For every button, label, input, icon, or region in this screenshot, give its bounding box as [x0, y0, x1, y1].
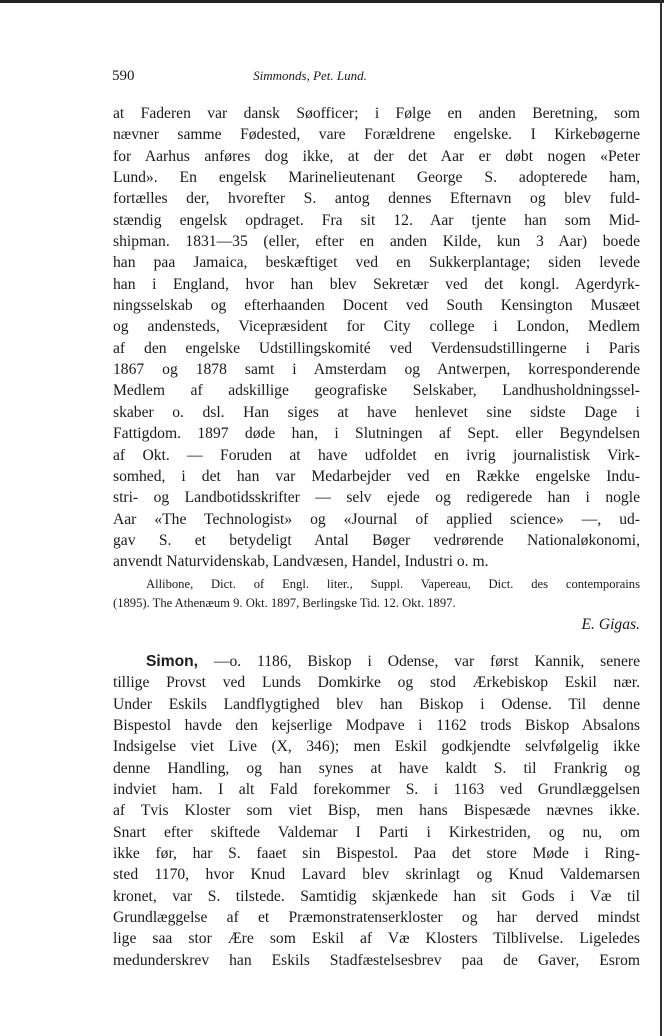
text-line: skaber o. dsl. Han siges at have henlevet sine sidste Dage i — [113, 403, 640, 421]
text-line: lige saa stor Ære som Eskil af Væ Klosters Tilblivelse. Ligeledes — [113, 930, 640, 948]
text-line: (1895). The Athenæum 9. Okt. 1897, Berlingske Tid. 12. Okt. 1897. — [113, 596, 456, 610]
text-line: Fattigdom. 1897 døde han, i Slutningen af Sept. eller Begyndelsen — [113, 425, 640, 443]
text-line: Snart efter skiftede Valdemar I Parti i Kirkestriden, og nu, om — [113, 823, 640, 841]
text-line: han paa Jamaica, beskæftiget ved en Sukkerplantage; siden levede — [113, 254, 640, 272]
text-line: Aar «The Technologist» og «Journal of applied science» —, ud- — [113, 510, 640, 528]
text-line: for Aarhus anføres dog ikke, at der det Aar er døbt nogen «Peter — [113, 147, 640, 165]
text-line: fortælles der, hvorefter S. antog dennes Efternavn og blev fuld- — [113, 190, 640, 208]
text-line: Bispestol havde den kejserlige Modpave i 1162 trods Biskop Absalons — [113, 717, 640, 735]
text-line: Lund». En engelsk Marinelieutenant George S. adopterede ham, — [113, 169, 640, 187]
text-line: somhed, i det han var Medarbejder ved en Række engelske Indu- — [113, 467, 640, 485]
text-line: Under Eskils Landflygtighed blev han Biskop i Odense. Til denne — [113, 695, 640, 713]
entry-headline — [113, 651, 640, 672]
text-line: denne Handling, og han synes at have kaldt S. til Frankrig og — [113, 759, 640, 777]
text-line: indviet ham. I alt Fald forekommer S. i 1163 ved Grundlæggelsen — [113, 781, 640, 799]
text-line: shipman. 1831—35 (eller, efter en anden Kilde, kun 3 Aar) boede — [113, 233, 640, 251]
text-line: at Faderen var dansk Søofficer; i Følge en anden Beretning, som — [113, 105, 640, 122]
text-line: og andensteds, Vicepræsident for City college i London, Medlem — [113, 318, 640, 336]
scan-edge-right — [660, 0, 662, 1036]
text-line: Allibone, Dict. of Engl. liter., Suppl. Vapereau, Dict. des contemporains — [146, 577, 640, 591]
text-line: stri- og Landbotidsskrifter — selv ejede og redigerede han i nogle — [113, 489, 640, 507]
text-line: tillige Provst ved Lunds Domkirke og stod Ærkebiskop Eskil nær. — [113, 674, 640, 692]
text-line: medunderskrev han Eskils Stadfæstelsesbrev paa de Gaver, Esrom — [113, 951, 640, 969]
text-line: Indsigelse viet Live (X, 346); men Eskil godkjendte selvfølgelig ikke — [113, 738, 640, 756]
entry-simon-body — [113, 651, 640, 971]
running-title: Simmonds, Pet. Lund. — [253, 68, 367, 83]
entry-simmonds-body — [113, 103, 640, 573]
scan-edge-top — [0, 0, 664, 3]
page-number: 590 — [112, 68, 135, 84]
text-line: nævner samme Fødested, vare Forældrene engelske. I Kirkebøgerne — [113, 126, 640, 144]
text-line: ikke før, har S. faaet sin Bispestol. Paa det store Møde i Ring- — [113, 845, 640, 863]
text-line: anvendt Naturvidenskab, Landvæsen, Handel, Industri o. m. — [113, 553, 489, 571]
text-line: Grundlæggelse af et Præmonstratenserkloster og har derved mindst — [113, 909, 640, 927]
text-line: stændig engelsk opdraget. Fra sit 12. Aar tjente han som Mid- — [113, 211, 640, 229]
author-signature: E. Gigas. — [581, 616, 640, 633]
text-line: af den engelske Udstillingskomité ved Verdensudstillingerne i Paris — [113, 339, 640, 357]
text-line: af Okt. — Foruden at have udfoldet en ivrig journalistisk Virk- — [113, 446, 640, 464]
text-line: 1867 og 1878 samt i Amsterdam og Antwerpen, korresponderende — [113, 361, 640, 379]
entry-simmonds-citations — [113, 575, 640, 613]
text-line: kronet, var S. tilstede. Samtidig skjænkede han sit Gods i Væ til — [113, 887, 640, 905]
text-line: gav S. et betydeligt Antal Bøger vedrørende Nationaløkonomi, — [113, 531, 640, 549]
text-line: sted 1170, hvor Knud Lavard blev skrinlagt og Knud Valdemarsen — [113, 866, 640, 884]
headword: Simon, — [146, 653, 198, 670]
text-line: ningsselskab og efterhaanden Docent ved South Kensington Musæet — [113, 297, 640, 315]
headline-text: —o. 1186, Biskop i Odense, var først Kannik, senere — [197, 653, 640, 670]
text-line: han i England, hvor han blev Sekretær ved det kongl. Agerdyrk- — [113, 275, 640, 293]
text-line: Medlem af adskillige geografiske Selskaber, Landhusholdningssel- — [113, 382, 640, 400]
text-line: af Tvis Kloster som viet Bisp, men hans Bispesæde nævnes ikke. — [113, 802, 640, 820]
